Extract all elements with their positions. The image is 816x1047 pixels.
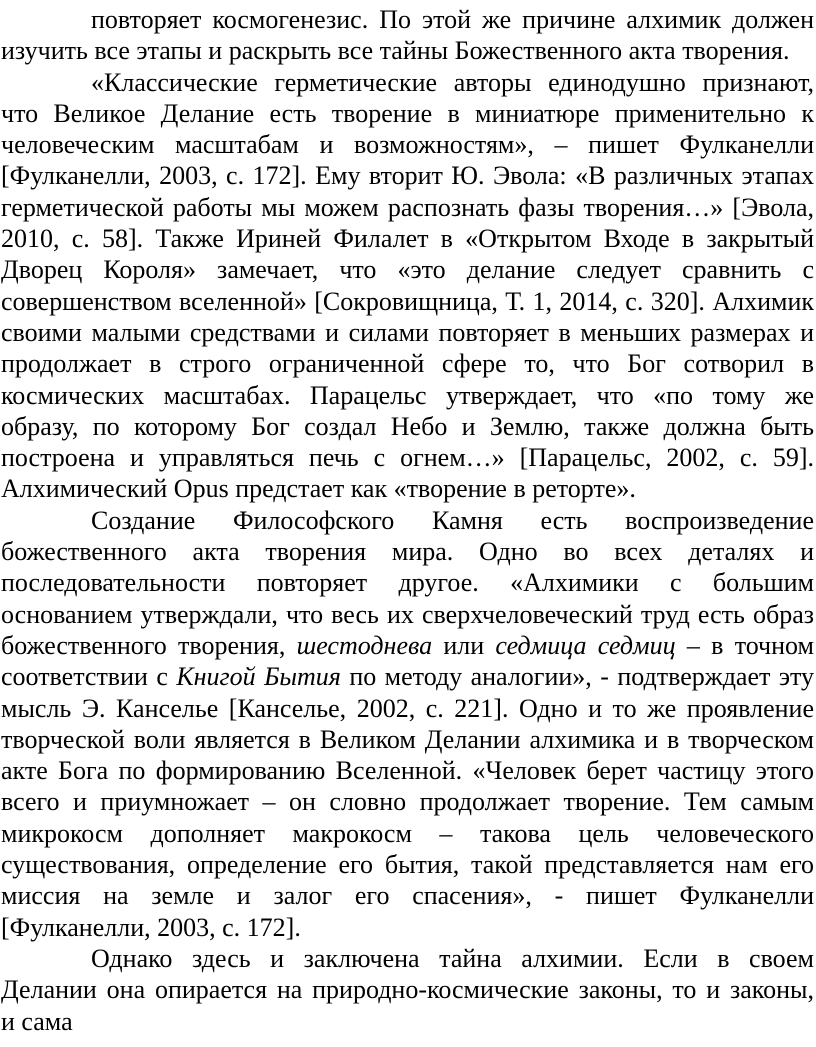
text-segment: последовательности повторяет другое. «Алхимики с большим [1, 568, 814, 598]
text-segment: и сама [1, 1006, 73, 1036]
text-line [1, 505, 814, 536]
text-segment: Однако здесь и заключена тайна алхимии. Если в своем [91, 943, 814, 973]
text-line [1, 348, 814, 379]
text-segment: продолжает в строго ограниченной сфере то, что Бог сотворил в [1, 349, 814, 379]
text-segment: божественного акта творения мира. Одно во всех деталях и [1, 537, 814, 567]
text-segment: по методу аналогии», - подтверждает эту [340, 662, 814, 692]
text-line [1, 849, 814, 880]
text-segment: «Классические герметические авторы единодушно признают, [91, 67, 814, 97]
text-segment: существования, определение его бытия, такой представляется нам его [1, 850, 814, 880]
paragraph [1, 505, 814, 943]
text-line [1, 4, 814, 35]
text-line [1, 536, 814, 567]
text-line [1, 599, 814, 630]
text-segment: совершенством вселенной» [Сокровищница, Т. 1, 2014, с. 320]. Алхимик [1, 286, 814, 316]
text-segment: Делании она опирается на природно-космические законы, то и законы, [1, 975, 814, 1005]
text-line [1, 473, 814, 504]
text-segment: повторяет космогенезис. По этой же причине алхимик должен [91, 5, 814, 34]
text-line [1, 192, 814, 223]
text-segment: соответствии с [1, 662, 177, 692]
text-segment: герметической работы мы можем распознать фазы творения…» [Эвола, [1, 192, 814, 222]
text-segment: божественного творения, [1, 630, 297, 660]
text-segment: [Фулканелли, 2003, с. 172]. Ему вторит Ю. Эвола: «В различных этапах [1, 161, 814, 191]
text-line [1, 912, 814, 943]
text-line [1, 223, 814, 254]
text-line [1, 254, 814, 285]
text-segment: микрокосм дополняет макрокосм – такова цель человеческого [1, 818, 814, 848]
text-line [1, 661, 814, 692]
text-segment: своими малыми средствами и силами повторяет в меньших размерах и [1, 317, 814, 347]
text-line [1, 286, 814, 317]
text-segment: [Фулканелли, 2003, с. 172]. [1, 912, 301, 942]
text-segment: акте Бога по формированию Вселенной. «Человек берет частицу этого [1, 756, 814, 786]
text-line [1, 567, 814, 598]
text-segment: Дворец Короля» замечает, что «это делание следует сравнить с [1, 255, 814, 285]
text-line [1, 755, 814, 786]
text-line [1, 160, 814, 191]
text-line [1, 442, 814, 473]
text-line [1, 317, 814, 348]
text-segment: мысль Э. Канселье [Канселье, 2002, с. 221]. Одно и то же проявление [1, 693, 814, 723]
text-segment: основанием утверждали, что весь их сверхчеловеческий труд есть образ [1, 599, 814, 629]
text-line [1, 943, 814, 974]
text-line [1, 380, 814, 411]
text-line [1, 786, 814, 817]
text-segment: миссия на земле и залог его спасения», - пишет Фулканелли [1, 881, 814, 911]
text-line [1, 411, 814, 442]
text-segment: человеческим масштабам и возможностям», – пишет Фулканелли [1, 130, 814, 160]
text-line [1, 724, 814, 755]
text-segment: что Великое Делание есть творение в миниатюре применительно к [1, 98, 814, 128]
text-line [1, 880, 814, 911]
italic-text-segment: седмица седмиц [495, 630, 676, 660]
paragraph [1, 4, 814, 67]
paragraph [1, 943, 814, 1037]
text-segment: образу, по которому Бог создал Небо и Землю, также должна быть [1, 411, 814, 441]
text-line [1, 630, 814, 661]
paragraph [1, 67, 814, 505]
text-line [1, 818, 814, 849]
text-line [1, 974, 814, 1005]
text-segment: построена и управляться печь с огнем…» [Парацельс, 2002, с. 59]. [1, 443, 814, 473]
document-text [1, 4, 814, 1037]
text-segment: изучить все этапы и раскрыть все тайны Божественного акта творения. [1, 36, 790, 66]
text-segment: или [432, 630, 496, 660]
text-segment: творческой воли является в Великом Делании алхимика и в творческом [1, 724, 814, 754]
text-line [1, 693, 814, 724]
text-line [1, 1006, 814, 1037]
text-segment: – в точном [675, 630, 814, 660]
italic-text-segment: шестоднева [296, 630, 433, 660]
italic-text-segment: Книгой Бытия [176, 662, 341, 692]
text-segment: всего и приумножает – он словно продолжает творение. Тем самым [1, 787, 814, 817]
text-line [1, 129, 814, 160]
text-segment: космических масштабах. Парацельс утверждает, что «по тому же [1, 380, 814, 410]
text-line [1, 35, 814, 66]
text-line [1, 98, 814, 129]
text-segment: 2010, с. 58]. Также Ириней Филалет в «Открытом Входе в закрытый [1, 224, 814, 254]
text-line [1, 67, 814, 98]
text-segment: Создание Философского Камня есть воспроизведение [91, 505, 814, 535]
text-segment: Алхимический Opus предстает как «творение в реторте». [1, 474, 636, 504]
